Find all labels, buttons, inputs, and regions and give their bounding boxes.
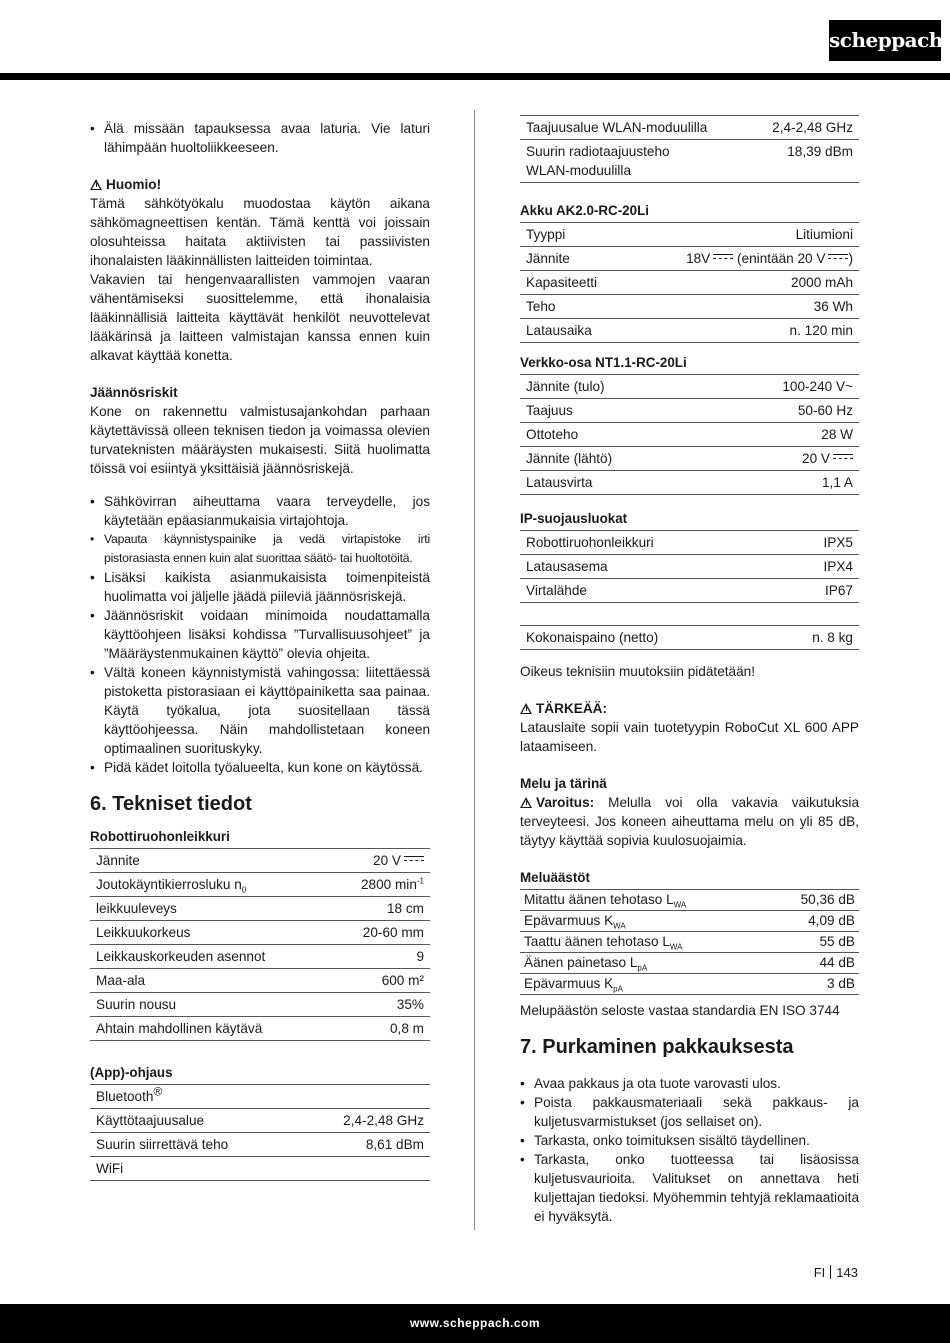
table-row xyxy=(520,974,859,995)
row-label: Latausasema xyxy=(520,555,781,579)
row-label: Taajuus xyxy=(520,399,704,423)
table-row xyxy=(90,1157,430,1181)
table-row xyxy=(90,1085,430,1109)
row-value: 8,61 dBm xyxy=(297,1133,430,1157)
psu-spec-table xyxy=(520,374,859,495)
emission-table-title: Meluäästöt xyxy=(520,870,590,885)
table-row xyxy=(520,140,859,183)
warning-icon xyxy=(520,703,532,714)
left-column xyxy=(90,119,430,1181)
row-value: 20 V xyxy=(330,849,430,873)
table-row xyxy=(520,375,859,399)
section-7-title: 7. Purkaminen pakkauksesta xyxy=(520,1036,794,1058)
row-label: Bluetooth® xyxy=(90,1085,297,1109)
row-value: n. 120 min xyxy=(627,319,859,343)
row-label: Latausaika xyxy=(520,319,627,343)
important-heading: TÄRKEÄÄ: xyxy=(520,699,859,718)
row-value: 50,36 dB xyxy=(768,890,859,911)
row-label: Joutokäyntikierrosluku $n_0$ xyxy=(90,873,330,897)
row-label: Epävarmuus $K_{pA}$ xyxy=(520,974,768,995)
notice-paragraph: Tämä sähkötyökalu muodostaa käytön aikana sähkömagneettisen kentän. Tämä kenttä voi joissain olosuhteissa haitata aktiivisten tai passiivisten ihonalaisten lääkinnällisten laitteiden toimintaa. xyxy=(90,196,430,268)
noise-title: Melu ja tärinä xyxy=(520,776,607,791)
row-label: Virtalähde xyxy=(520,579,781,603)
important-text: Latauslaite sopii vain tuotetyypin RoboCut XL 600 APP lataamiseen. xyxy=(520,720,859,754)
list-item: • Älä missään tapauksessa avaa laturia. Vie laturi lähimpään huoltoliikkeeseen. xyxy=(90,119,430,157)
table-row xyxy=(520,271,859,295)
intro-list xyxy=(90,119,430,157)
table-row xyxy=(520,626,859,650)
row-value: 36 Wh xyxy=(627,295,859,319)
residual-list xyxy=(90,492,430,777)
table-row xyxy=(520,423,859,447)
table-row xyxy=(90,993,430,1017)
row-label: Äänen painetaso $L_{pA}$ xyxy=(520,953,768,974)
row-value: 55 dB xyxy=(768,932,859,953)
table-row xyxy=(520,116,859,140)
row-value: IP67 xyxy=(781,579,859,603)
row-label: Leikkauskorkeuden asennot xyxy=(90,945,330,969)
residual-paragraph: Kone on rakennettu valmistusajankohdan parhaan käytettävissä olleen teknisen tiedon ja voimassa olevien turvateknisten määräysten mukaisesti. Siitä huolimatta töissä voi esiintyä yksittäisiä jäännösriskejä. xyxy=(90,404,430,476)
row-label: Suurin nousu xyxy=(90,993,330,1017)
row-label: Jännite xyxy=(520,247,627,271)
row-label: Ottoteho xyxy=(520,423,704,447)
list-item: • Avaa pakkaus ja ota tuote varovasti ulos. xyxy=(520,1074,859,1093)
row-label: Käyttötaajuusalue xyxy=(90,1109,297,1133)
mower-spec-table xyxy=(90,848,430,1041)
row-value: 2,4-2,48 GHz xyxy=(297,1109,430,1133)
mower-table-title: Robottiruohonleikkuri xyxy=(90,829,230,844)
notice-title: Huomio! xyxy=(106,177,162,192)
row-label: Maa-ala xyxy=(90,969,330,993)
row-value: IPX4 xyxy=(781,555,859,579)
row-value: 2000 mAh xyxy=(627,271,859,295)
list-item: • Sähkövirran aiheuttama vaara terveydelle, jos käytetään epäasianmukaisia virtajohtoja. xyxy=(90,492,430,530)
row-label: Suurin siirrettävä teho xyxy=(90,1133,297,1157)
list-item: • Jäännösriskit voidaan minimoida noudattamalla käyttöohjeen lisäksi kohdissa ”Turvallisuusohjeet” ja ”Määräystenmukainen käyttö” olevia ohjeita. xyxy=(90,606,430,663)
row-value xyxy=(297,1157,430,1181)
table-row xyxy=(90,969,430,993)
warning-icon xyxy=(90,179,102,190)
notice-heading xyxy=(90,175,430,194)
warning-icon xyxy=(520,797,532,808)
row-value: 20 V xyxy=(704,447,859,471)
table-row xyxy=(90,945,430,969)
row-value: IPX5 xyxy=(781,531,859,555)
table-row xyxy=(520,932,859,953)
battery-spec-table xyxy=(520,222,859,343)
table-row xyxy=(90,1017,430,1041)
notice-paragraph: Vakavien tai hengenvaarallisten vammojen vaaran vähentämiseksi suosittelemme, että ihonalaisia lääkinnällisiä laitteita käyttävät henkilöt neuvottelevat lääkärinsä ja laitteen valmistajan kanssa ennen kuin alkavat käyttää konetta. xyxy=(90,272,430,363)
row-label: Suurin radiotaajuusteho WLAN-moduulilla xyxy=(520,140,722,183)
table-row xyxy=(90,897,430,921)
row-label: Robottiruohonleikkuri xyxy=(520,531,781,555)
row-label: Jännite (tulo) xyxy=(520,375,704,399)
row-value: 100-240 V~ xyxy=(704,375,859,399)
row-label: Ahtain mahdollinen käytävä xyxy=(90,1017,330,1041)
row-label: WiFi xyxy=(90,1157,297,1181)
residual-title: Jäännösriskit xyxy=(90,385,178,400)
table-row xyxy=(520,399,859,423)
row-label: Jännite xyxy=(90,849,330,873)
emission-note: Melupäästön seloste vastaa standardia EN ISO 3744 xyxy=(520,1003,840,1018)
row-value: 3 dB xyxy=(768,974,859,995)
weight-table xyxy=(520,625,859,650)
list-item: • Lisäksi kaikista asianmukaisista toimenpiteistä huolimatta voi jäljelle jäädä piileviä jäännösriskejä. xyxy=(90,568,430,606)
list-item: • Vältä koneen käynnistymistä vahingossa: liitettäessä pistoketta pistorasiaan ei käyttöpainiketta saa painaa. Käytä työkalua, jota suositellaan tässä käyttöohjeessa. Näin mahdollistetaan koneen optimaalinen suorituskyky. xyxy=(90,663,430,758)
table-row xyxy=(520,555,859,579)
table-row xyxy=(520,471,859,495)
dc-symbol-icon xyxy=(404,856,424,864)
dc-symbol-icon xyxy=(833,454,853,462)
row-value: 600 m² xyxy=(330,969,430,993)
list-item: • Tarkasta, onko tuotteessa tai lisäosissa kuljetusvaurioita. Valitukset on annettava heti kuljettajan tiedoksi. Myöhemmin tehtyjä reklamaatioita ei hyväksytä. xyxy=(520,1150,859,1226)
row-label: Epävarmuus $K_{WA}$ xyxy=(520,911,768,932)
table-row xyxy=(90,921,430,945)
column-divider xyxy=(474,110,475,1230)
row-label: Latausvirta xyxy=(520,471,704,495)
row-value: 20-60 mm xyxy=(330,921,430,945)
row-label: Taattu äänen tehotaso $L_{WA}$ xyxy=(520,932,768,953)
row-label: Leikkuukorkeus xyxy=(90,921,330,945)
row-label: leikkuuleveys xyxy=(90,897,330,921)
row-value: 4,09 dB xyxy=(768,911,859,932)
list-item: • Tarkasta, onko toimituksen sisältö täydellinen. xyxy=(520,1131,859,1150)
row-value: 18V (enintään 20 V ) xyxy=(627,247,859,271)
right-column xyxy=(520,115,859,1226)
ip-table-title: IP-suojausluokat xyxy=(520,511,628,526)
footer-url[interactable]: www.scheppach.com xyxy=(0,1304,950,1343)
table-row xyxy=(520,953,859,974)
row-value: 1,1 A xyxy=(704,471,859,495)
row-value: 28 W xyxy=(704,423,859,447)
row-value: n. 8 kg xyxy=(768,626,859,650)
header-rule xyxy=(0,73,950,80)
app-table-title: (App)-ohjaus xyxy=(90,1065,173,1080)
ip-spec-table xyxy=(520,530,859,603)
changes-note: Oikeus teknisiin muutoksiin pidätetään! xyxy=(520,664,755,679)
table-row xyxy=(90,873,430,897)
table-row xyxy=(520,911,859,932)
row-value: 50-60 Hz xyxy=(704,399,859,423)
app-spec-table xyxy=(90,1084,430,1181)
row-value: 2,4-2,48 GHz xyxy=(722,116,859,140)
table-row xyxy=(520,247,859,271)
section-6-title: 6. Tekniset tiedot xyxy=(90,793,252,815)
table-row xyxy=(520,531,859,555)
table-row xyxy=(90,1133,430,1157)
table-row xyxy=(520,295,859,319)
table-row xyxy=(520,579,859,603)
list-item: • Vapauta käynnistyspainike ja vedä virtapistoke irti pistorasiasta ennen kuin alat suorittaa säätö- tai huoltotöitä. xyxy=(90,530,430,568)
table-row xyxy=(90,849,430,873)
row-label: Kapasiteetti xyxy=(520,271,627,295)
row-label: Tyyppi xyxy=(520,223,627,247)
dc-symbol-icon xyxy=(713,254,733,262)
row-label: Taajuusalue WLAN-moduulilla xyxy=(520,116,722,140)
row-value: 2800 $\min^{-1}$ xyxy=(330,873,430,897)
wlan-spec-table xyxy=(520,115,859,183)
dc-symbol-icon xyxy=(828,254,848,262)
row-value: 0,8 m xyxy=(330,1017,430,1041)
row-value: 18 cm xyxy=(330,897,430,921)
row-value: Litiumioni xyxy=(627,223,859,247)
row-value: 35% xyxy=(330,993,430,1017)
row-value: 9 xyxy=(330,945,430,969)
table-row xyxy=(90,1109,430,1133)
page-number: FI 143 xyxy=(813,1265,858,1280)
table-row xyxy=(520,447,859,471)
row-value: 44 dB xyxy=(768,953,859,974)
list-item: • Poista pakkausmateriaali sekä pakkaus- ja kuljetusvarmistukset (jos sellaiset on). xyxy=(520,1093,859,1131)
table-row xyxy=(520,319,859,343)
row-label: Kokonaispaino (netto) xyxy=(520,626,768,650)
row-value: 18,39 dBm xyxy=(722,140,859,183)
row-label: Teho xyxy=(520,295,627,319)
emission-table xyxy=(520,889,859,995)
unpack-list xyxy=(520,1074,859,1226)
table-row xyxy=(520,223,859,247)
psu-table-title: Verkko-osa NT1.1-RC-20Li xyxy=(520,355,687,370)
table-row xyxy=(520,890,859,911)
noise-warning: Varoitus: Melulla voi olla vakavia vaikutuksia terveyteesi. Jos koneen aiheuttama melu on yli 85 dB, täytyy käyttää sopivia kuulosuojaimia. xyxy=(520,795,860,848)
battery-table-title: Akku AK2.0-RC-20Li xyxy=(520,203,649,218)
row-value xyxy=(297,1085,430,1109)
row-label: Jännite (lähtö) xyxy=(520,447,704,471)
list-item: • Pidä kädet loitolla työalueelta, kun kone on käytössä. xyxy=(90,758,430,777)
row-label: Mitattu äänen tehotaso $L_{WA}$ xyxy=(520,890,768,911)
brand-logo: scheppach xyxy=(829,20,941,61)
